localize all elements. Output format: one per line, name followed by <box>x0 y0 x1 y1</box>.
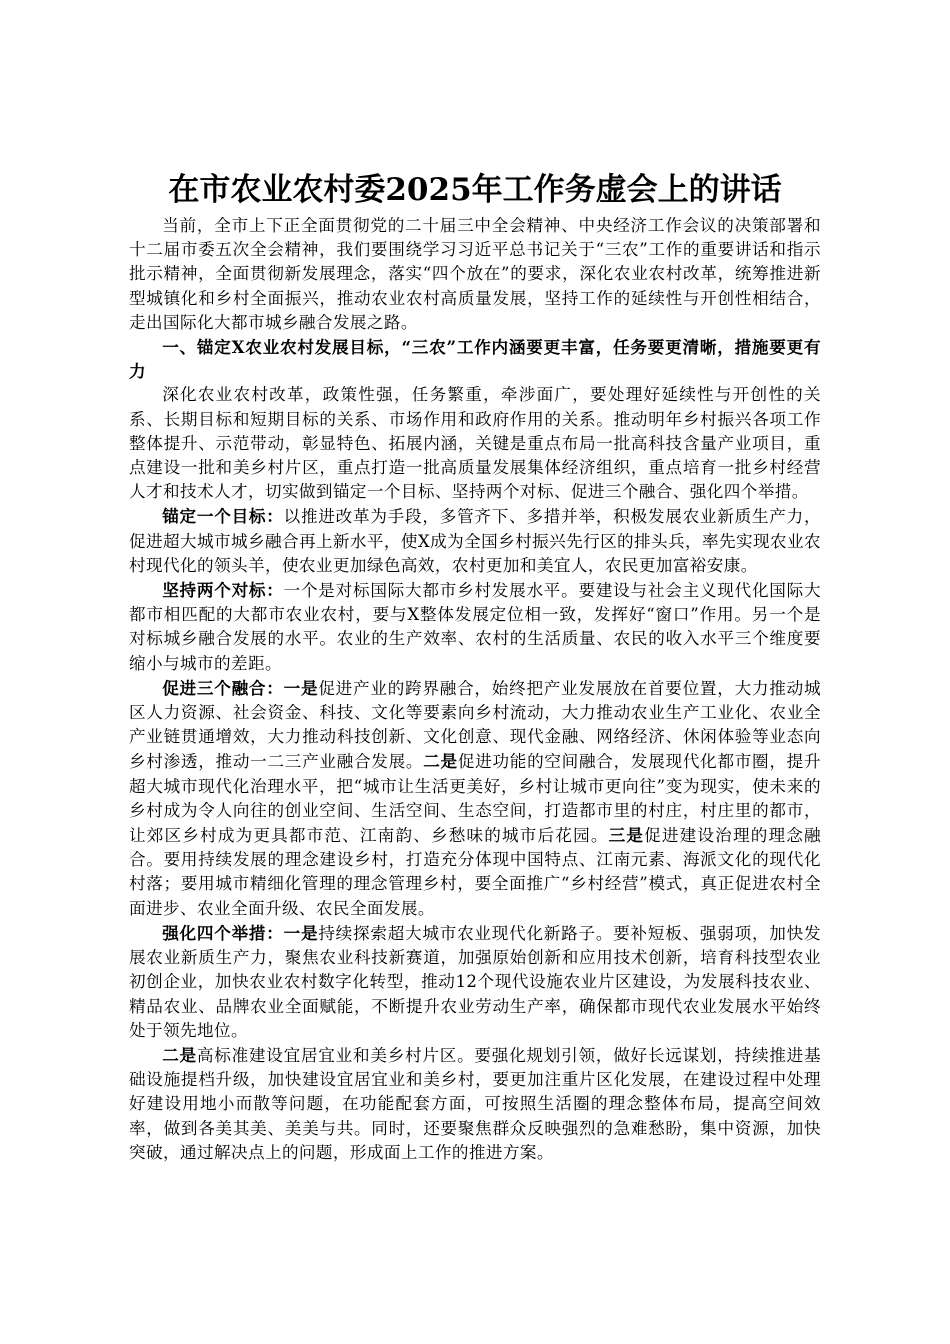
integration-text-1: 促进产业的跨界融合，始终把产业发展放在首要位置，大力推动城区人力资源、社会资金、科技、文化等要素向乡村流动，大力推动农业生产工业化、农业全产业链贯通增效，大力推动科技创新、文化创意、现代金融、网络经济、休闲体验等业态向乡村渗透，推动一二三产业融合发展。 <box>129 678 821 772</box>
title-suffix: 年工作务虚会上的讲话 <box>471 172 782 208</box>
integration-marker-2: 二是 <box>423 751 458 772</box>
benchmark-paragraph <box>129 578 821 676</box>
document-title <box>129 168 821 212</box>
integration-marker-3: 三是 <box>608 825 645 846</box>
measures-marker-1: 一是 <box>283 922 319 943</box>
title-year: 2025 <box>385 172 472 208</box>
benchmark-text: 一个是对标国际大都市乡村发展水平。要建设与社会主义现代化国际大都市相匹配的大都市农业农村，要与X整体发展定位相一致，发挥好“窗口”作用。另一个是对标城乡融合发展的水平。农业的生产效率、农村的生活质量、农民的收入水平三个维度要缩小与城市的差距。 <box>129 581 821 673</box>
goal-paragraph <box>129 504 821 578</box>
benchmark-lead: 坚持两个对标： <box>162 580 284 601</box>
integration-paragraph <box>129 676 821 921</box>
measures-paragraph <box>129 921 821 1043</box>
intro-paragraph: 当前，全市上下正全面贯彻党的二十届三中全会精神、中央经济工作会议的决策部署和十二届市委五次全会精神，我们要围绕学习习近平总书记关于“三农”工作的重要讲话和指示批示精神，全面贯彻新发展理念，落实“四个放在”的要求，深化农业农村改革，统筹推进新型城镇化和乡村全面振兴，推动农业农村高质量发展，坚持工作的延续性与开创性相结合，走出国际化大都市城乡融合发展之路。 <box>129 216 821 332</box>
integration-text-2: 促进功能的空间融合，发展现代化都市圈，提升超大城市现代化治理水平，把“城市让生活更美好，乡村让城市更向往”变为现实，使未来的乡村成为令人向往的创业空间、生活空间、生态空间，打造都市里的村庄，村庄里的都市，让郊区乡村成为更具都市范、江南韵、乡愁味的城市后花园。 <box>129 752 821 846</box>
goal-lead: 锚定一个目标： <box>162 506 284 527</box>
document-page <box>129 168 821 1165</box>
measures-text-1: 持续探索超大城市农业现代化新路子。要补短板、强弱项，加快发展农业新质生产力，聚焦农业科技新赛道，加强原始创新和应用技术创新，培育科技型农业初创企业，加快农业农村数字化转型，推动12个现代设施农业片区建设，为发展科技农业、精品农业、品牌农业全面赋能，不断提升农业劳动生产率，确保都市现代农业发展水平始终处于领先地位。 <box>129 923 821 1040</box>
integration-text-3: 促进建设治理的理念融合。要用持续发展的理念建设乡村，打造充分体现中国特点、江南元素、海派文化的现代化村落；要用城市精细化管理的理念管理乡村，要全面推广“乡村经营”模式，真正促进农村全面进步、农业全面升级、农民全面发展。 <box>129 826 821 918</box>
title-prefix: 在市农业农村委 <box>168 172 386 208</box>
integration-marker-1: 一是 <box>283 677 319 698</box>
integration-lead: 促进三个融合： <box>162 677 284 698</box>
measure-2-text: 高标准建设宜居宜业和美乡村片区。要强化规划引领，做好长远谋划，持续推进基础设施提档升级，加快建设宜居宜业和美乡村，要更加注重片区化发展，在建设过程中处理好建设用地小而散等问题，在功能配套方面，可按照生活圈的理念整体布局，提高空间效率，做到各美其美、美美与共。同时，还要聚焦群众反映强烈的急难愁盼，集中资源，加快突破，通过解决点上的问题，形成面上工作的推进方案。 <box>129 1045 821 1162</box>
measure-2-paragraph <box>129 1043 821 1165</box>
section-1-heading: 一、锚定X农业农村发展目标，“三农”工作内涵要更丰富，任务要更清晰，措施要更有力 <box>129 337 821 382</box>
section-1-paragraph: 深化农业农村改革，政策性强，任务繁重，牵涉面广，要处理好延续性与开创性的关系、长期目标和短期目标的关系、市场作用和政府作用的关系。推动明年乡村振兴各项工作整体提升、示范带动，彰显特色、拓展内涵，关键是重点布局一批高科技含量产业项目，重点建设一批和美乡村片区，重点打造一批高质量发展集体经济组织，重点培育一批乡村经营人才和技术人才，切实做到锚定一个目标、坚持两个对标、促进三个融合、强化四个举措。 <box>129 385 821 502</box>
measure-2-lead: 二是 <box>162 1044 197 1065</box>
measures-lead: 强化四个举措： <box>162 922 284 943</box>
goal-text: 以推进改革为手段，多管齐下、多措并举，积极发展农业新质生产力，促进超大城市城乡融合再上新水平，使X成为全国乡村振兴先行区的排头兵，率先实现农业农村现代化的领头羊，使农业更加绿色高效，农村更加和美宜人，农民更加富裕安康。 <box>129 507 821 575</box>
